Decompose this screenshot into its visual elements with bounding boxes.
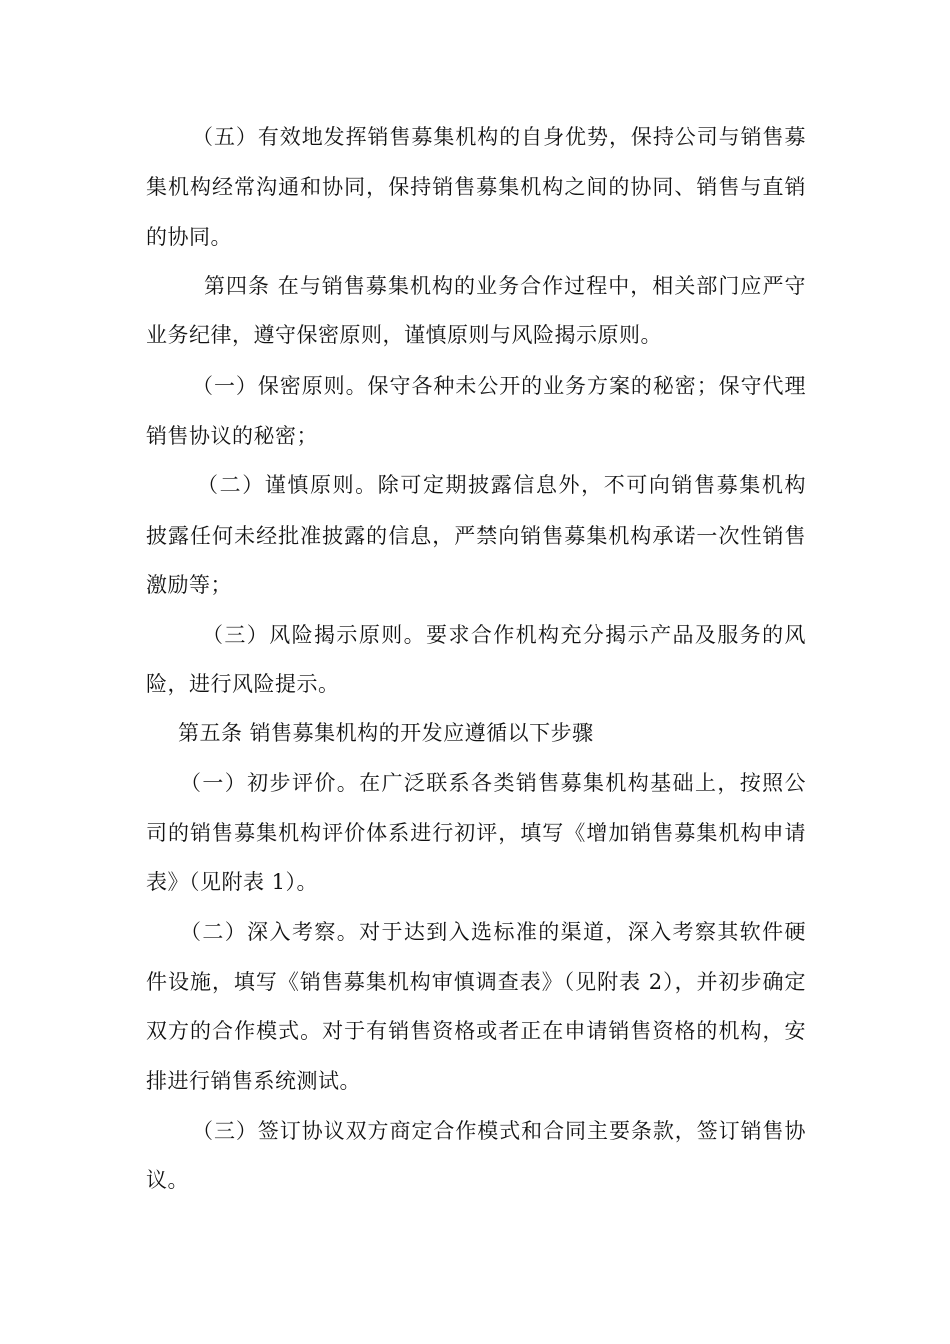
text-line: （二）深入考察。对于达到入选标准的渠道，深入考察其软件硬 (180, 920, 806, 944)
text-line: （二）谨慎原则。除可定期披露信息外，不可向销售募集机构 (197, 473, 806, 497)
text-line: 销售协议的秘密； (146, 424, 318, 448)
text-line: 激励等； (146, 573, 232, 597)
article-heading-line: 第五条 销售募集机构的开发应遵循以下步骤 (178, 721, 594, 745)
text-line: （三）风险揭示原则。要求合作机构充分揭示产品及服务的风 (202, 623, 806, 647)
text-line: 的协同。 (146, 225, 232, 249)
text-line: （三）签订协议双方商定合作模式和合同主要条款，签订销售协 (192, 1119, 806, 1143)
text-line: 件设施，填写《销售募集机构审慎调查表》（见附表 2），并初步确定 (146, 970, 806, 994)
text-line: 排进行销售系统测试。 (146, 1069, 361, 1093)
text-line: 披露任何未经批准披露的信息，严禁向销售募集机构承诺一次性销售 (146, 524, 806, 548)
text-line: 集机构经常沟通和协同，保持销售募集机构之间的协同、销售与直销 (146, 175, 806, 199)
text-line: （一）保密原则。保守各种未公开的业务方案的秘密；保守代理 (192, 374, 806, 398)
article-heading-line: 第四条 在与销售募集机构的业务合作过程中，相关部门应严守 (204, 274, 806, 298)
text-line: 业务纪律，遵守保密原则，谨慎原则与风险揭示原则。 (146, 323, 662, 347)
text-line: （五）有效地发挥销售募集机构的自身优势，保持公司与销售募 (192, 125, 806, 149)
text-line: （一）初步评价。在广泛联系各类销售募集机构基础上，按照公 (180, 771, 806, 795)
text-line: 司的销售募集机构评价体系进行初评，填写《增加销售募集机构申请 (146, 821, 806, 845)
text-line: 议。 (146, 1168, 189, 1192)
text-line: 双方的合作模式。对于有销售资格或者正在申请销售资格的机构，安 (146, 1019, 806, 1043)
text-line: 表》（见附表 1）。 (146, 870, 319, 894)
text-line: 险，进行风险提示。 (146, 672, 340, 696)
